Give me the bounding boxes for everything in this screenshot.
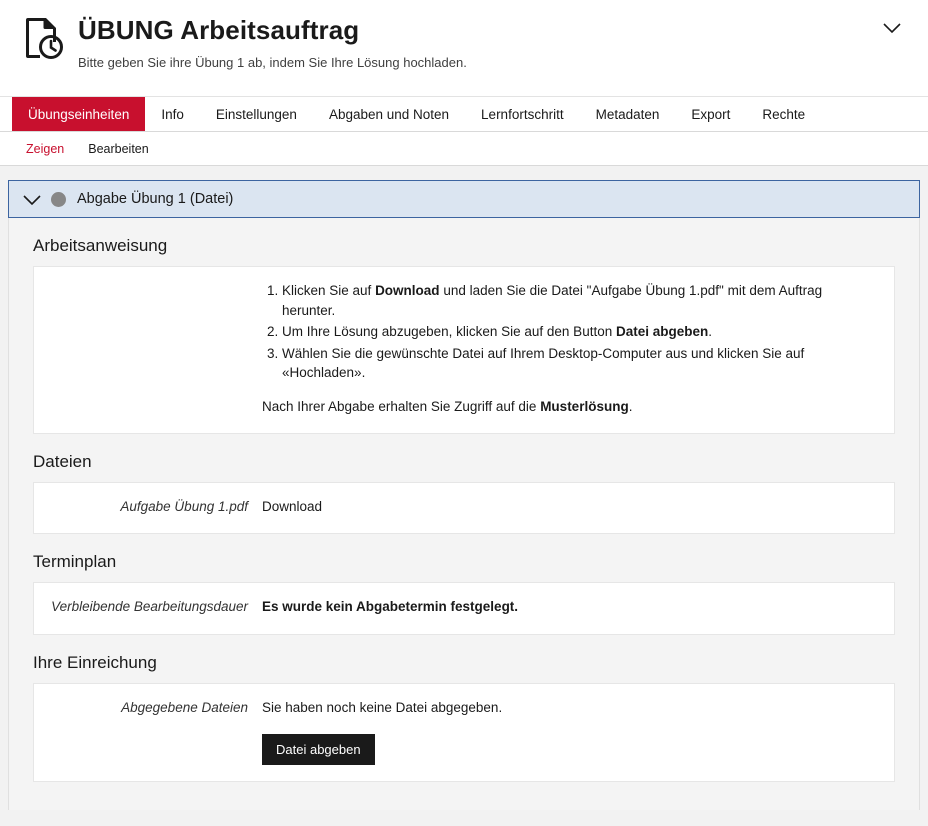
file-download-cell	[262, 483, 894, 533]
status-dot-icon	[51, 192, 66, 207]
instruction-list	[262, 281, 866, 383]
tab-lernfortschritt[interactable]: Lernfortschritt	[481, 106, 564, 122]
step-2-pre: Um Ihre Lösung abzugeben, klicken Sie auf den Button	[282, 324, 616, 340]
unit-header[interactable]	[8, 180, 920, 218]
files-panel	[33, 482, 895, 534]
afterword-post: .	[628, 398, 633, 414]
tab-metadaten[interactable]: Metadaten	[595, 106, 660, 122]
afterword-pre: Nach Ihrer Abgabe erhalten Sie Zugriff auf die	[262, 398, 541, 414]
page-header	[0, 0, 928, 96]
instruction-value	[262, 267, 894, 433]
tab-uebungseinheiten[interactable]: Übungseinheiten	[12, 97, 145, 131]
afterword-strong: Musterlösung	[540, 398, 629, 414]
section-title-arbeitsanweisung: Arbeitsanweisung	[33, 236, 168, 255]
submit-file-button[interactable]: Datei abgeben	[262, 734, 375, 765]
schedule-value	[262, 583, 894, 633]
step-3-pre: Wählen Sie die gewünschte Datei auf Ihrem Desktop-Computer aus und klicken Sie auf «Hochladen».	[282, 345, 805, 381]
instruction-panel	[33, 266, 895, 434]
subtab-zeigen[interactable]: Zeigen	[26, 141, 65, 156]
section-title-einreichung: Ihre Einreichung	[33, 652, 157, 672]
submission-value	[262, 684, 894, 781]
tab-export[interactable]: Export	[691, 106, 731, 122]
tab-abgaben-und-noten[interactable]: Abgaben und Noten	[328, 106, 450, 122]
unit-title: Abgabe Übung 1 (Datei)	[77, 191, 234, 207]
sub-tabbar	[0, 132, 928, 166]
submission-panel	[33, 683, 895, 782]
step-2-post: .	[708, 324, 713, 340]
file-name-label: Aufgabe Übung 1.pdf	[120, 499, 248, 515]
tab-einstellungen[interactable]: Einstellungen	[215, 106, 297, 122]
step-1-strong: Download	[375, 283, 440, 298]
page-subtitle: Bitte geben Sie ihre Übung 1 ab, indem Sie Ihre Lösung hochladen.	[78, 54, 467, 70]
instruction-label	[34, 267, 262, 433]
submission-status-text: Sie haben noch keine Datei abgegeben.	[262, 699, 503, 715]
document-clock-icon	[24, 16, 64, 60]
step-2-strong: Datei abgeben	[615, 324, 709, 340]
section-title-dateien: Dateien	[33, 452, 92, 472]
tab-info[interactable]: Info	[161, 106, 184, 122]
step-1-pre: Klicken Sie auf	[282, 283, 376, 298]
main-tabbar	[0, 96, 928, 132]
page-title: ÜBUNG Arbeitsauftrag	[78, 15, 360, 45]
download-link[interactable]: Download	[262, 499, 323, 515]
chevron-down-icon[interactable]	[21, 192, 43, 206]
chevron-down-icon[interactable]	[878, 18, 906, 38]
unit-body	[8, 218, 920, 810]
schedule-value-text: Es wurde kein Abgabetermin festgelegt.	[262, 599, 519, 615]
list-item	[282, 322, 866, 342]
list-item	[282, 344, 866, 383]
instruction-afterword	[262, 397, 866, 417]
schedule-panel	[33, 582, 895, 634]
schedule-label: Verbleibende Bearbeitungsdauer	[51, 599, 248, 615]
section-title-terminplan: Terminplan	[33, 552, 117, 572]
list-item	[282, 281, 866, 320]
subtab-bearbeiten[interactable]: Bearbeiten	[88, 141, 149, 156]
submission-label: Abgegebene Dateien	[121, 699, 248, 715]
content-area	[0, 166, 928, 810]
step-1-post: und laden Sie die Datei "Aufgabe Übung 1.pdf" mit dem Auftrag herunter.	[282, 283, 823, 318]
tab-rechte[interactable]: Rechte	[762, 106, 806, 122]
